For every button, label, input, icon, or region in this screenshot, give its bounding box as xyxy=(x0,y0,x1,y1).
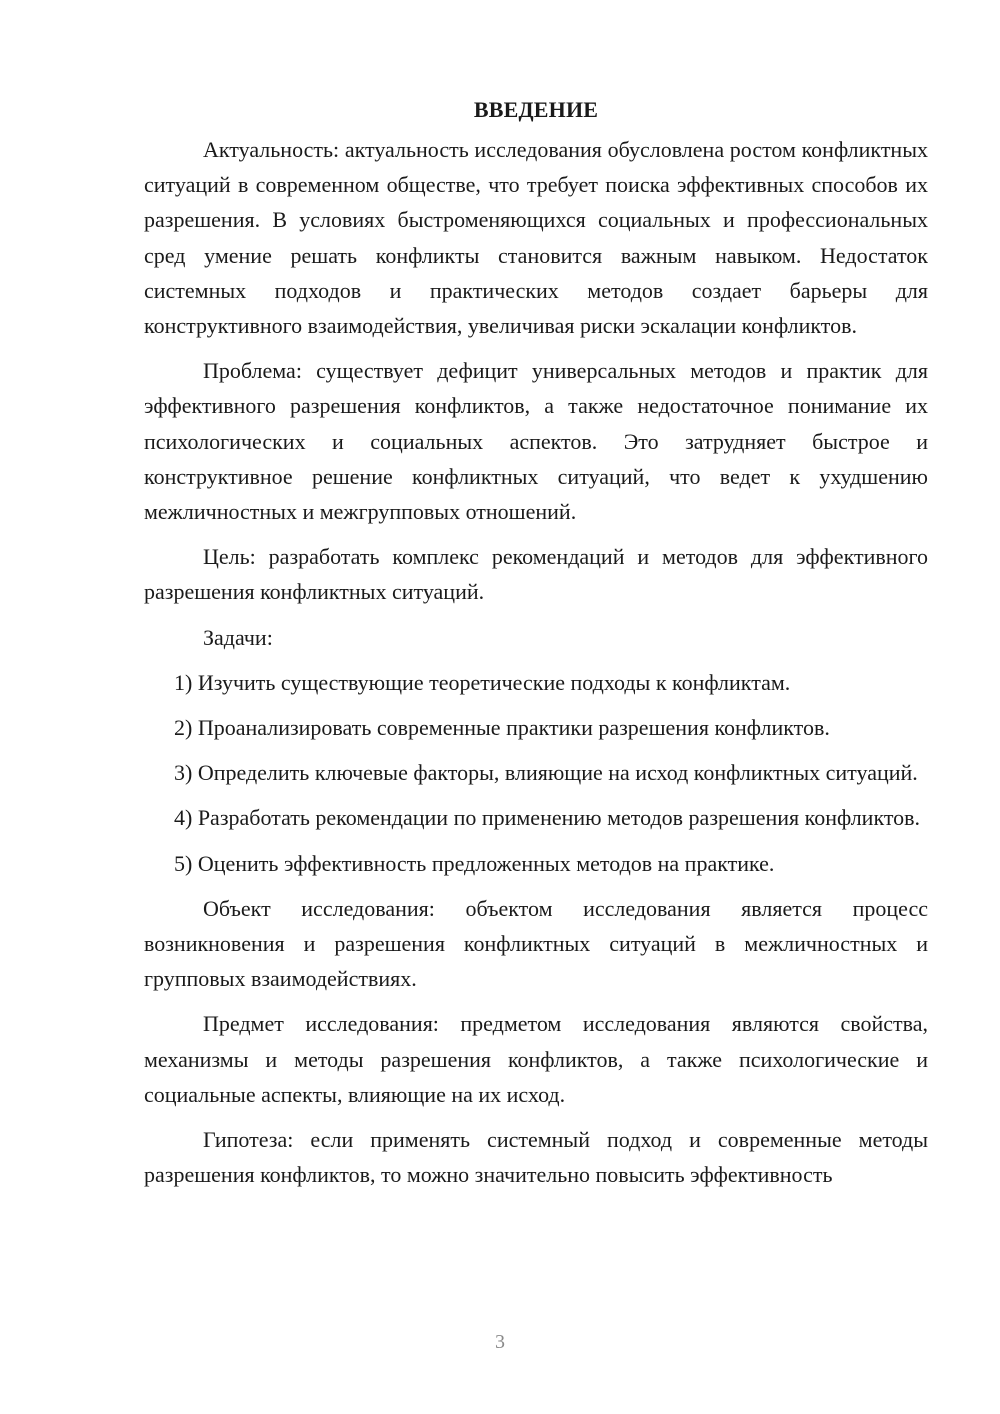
task-item-5: 5) Оценить эффективность предложенных методов на практике. xyxy=(174,850,775,876)
task-item-1: 1) Изучить существующие теоретические подходы к конфликтам. xyxy=(174,669,791,695)
task-item-3: 3) Определить ключевые факторы, влияющие на исход конфликтных ситуаций. xyxy=(174,760,918,786)
paragraph-subject: Предмет исследования: предметом исследования являются свойства, механизмы и методы разрешения конфликтов, а также психологические и социальные аспекты, влияющие на их исход. xyxy=(144,1011,928,1107)
task-item-4: 4) Разработать рекомендации по применению методов разрешения конфликтов. xyxy=(174,805,921,831)
section-title: ВВЕДЕНИЕ xyxy=(473,97,599,122)
paragraph-relevance: Актуальность: актуальность исследования обусловлена ростом конфликтных ситуаций в современном обществе, что требует поиска эффективных способов их разрешения. В условиях быстроменяющихся социальных и профессиональных сред умение решать конфликты становится важным навыком. Недостаток системных подходов и практических методов создает барьеры для конструктивного взаимодействия, увеличивая риски эскалации конфликтов. xyxy=(144,137,928,339)
paragraph-problem: Проблема: существует дефицит универсальных методов и практик для эффективного разрешения конфликтов, а также недостаточное понимание их психологических и социальных аспектов. Это затрудняет быстрое и конструктивное решение конфликтных ситуаций, что ведет к ухудшению межличностных и межгрупповых отношений. xyxy=(144,358,928,525)
page-number: 3 xyxy=(495,1331,505,1353)
paragraph-tasks-heading: Задачи: xyxy=(203,624,273,650)
paragraph-hypothesis: Гипотеза: если применять системный подход и современные методы разрешения конфликтов, то можно значительно повысить эффективность xyxy=(144,1127,928,1188)
document-page xyxy=(144,92,928,1202)
paragraph-object: Объект исследования: объектом исследования является процесс возникновения и разрешения конфликтных ситуаций в межличностных и групповых взаимодействиях. xyxy=(144,895,928,992)
task-item-2: 2) Проанализировать современные практики разрешения конфликтов. xyxy=(174,715,830,741)
paragraph-goal: Цель: разработать комплекс рекомендаций и методов для эффективного разрешения конфликтных ситуаций. xyxy=(144,544,928,605)
